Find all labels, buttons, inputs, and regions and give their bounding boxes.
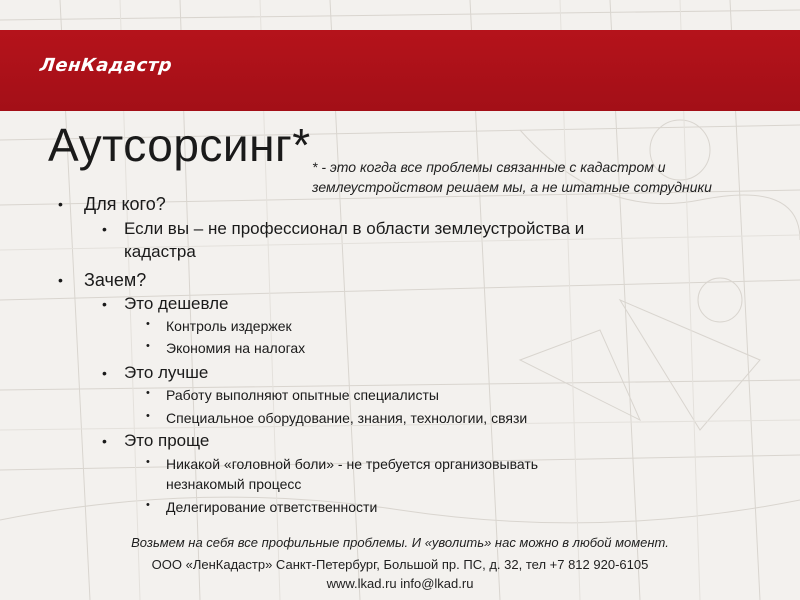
outline-heading-why: Зачем? (84, 270, 147, 290)
outline-heading-who: Для кого? (84, 194, 166, 214)
outline-item-easier: Это проще (124, 431, 210, 450)
outline-subitem: Специальное оборудование, знания, технологии, связи (166, 410, 528, 426)
bullet-dot: • (102, 296, 107, 312)
outline-item-cheaper: Это дешевле (124, 294, 229, 313)
outline-item-who-line1: Если вы – не профессионал в области землеустройства и (124, 219, 585, 238)
slide-title: Аутсорсинг* (48, 119, 311, 171)
outline-subitem: Экономия на налогах (166, 340, 306, 356)
bullet-dot: • (102, 365, 107, 381)
bullet-dot: • (146, 318, 150, 330)
bullet-dot: • (146, 410, 150, 422)
company-logo: ЛенКадастр (38, 55, 174, 76)
bullet-dot: • (58, 272, 63, 288)
title-footnote: * - это когда все проблемы связанные с кадастром и землеустройством решаем мы, а не штатные сотрудники (312, 159, 712, 195)
outline-subitem: Контроль издержек (166, 318, 292, 334)
bullet-dot: • (102, 221, 107, 237)
bullet-dot: • (146, 456, 150, 468)
outline-item-better: Это лучше (124, 363, 209, 382)
outline-item-who-line2: кадастра (124, 242, 196, 261)
outline-subitem: Никакой «головной боли» - не требуется организовывать (166, 456, 539, 472)
bullet-dot: • (146, 387, 150, 399)
footer-company-address: ООО «ЛенКадастр» Санкт-Петербург, Большой пр. ПС, д. 32, тел +7 812 920-6105 (151, 557, 649, 572)
outline-subitem: Работу выполняют опытные специалисты (166, 387, 439, 403)
outline-subitem-continued: незнакомый процесс (166, 476, 302, 492)
footer-slogan: Возьмем на себя все профильные проблемы. И «уволить» нас можно в любой момент. (131, 535, 669, 550)
outline-subitem: Делегирование ответственности (166, 499, 378, 515)
footer-contacts: www.lkad.ru info@lkad.ru (326, 576, 474, 591)
bullet-dot: • (102, 433, 107, 449)
bullet-dot: • (58, 196, 63, 212)
bullet-dot: • (146, 340, 150, 352)
bullet-dot: • (146, 499, 150, 511)
